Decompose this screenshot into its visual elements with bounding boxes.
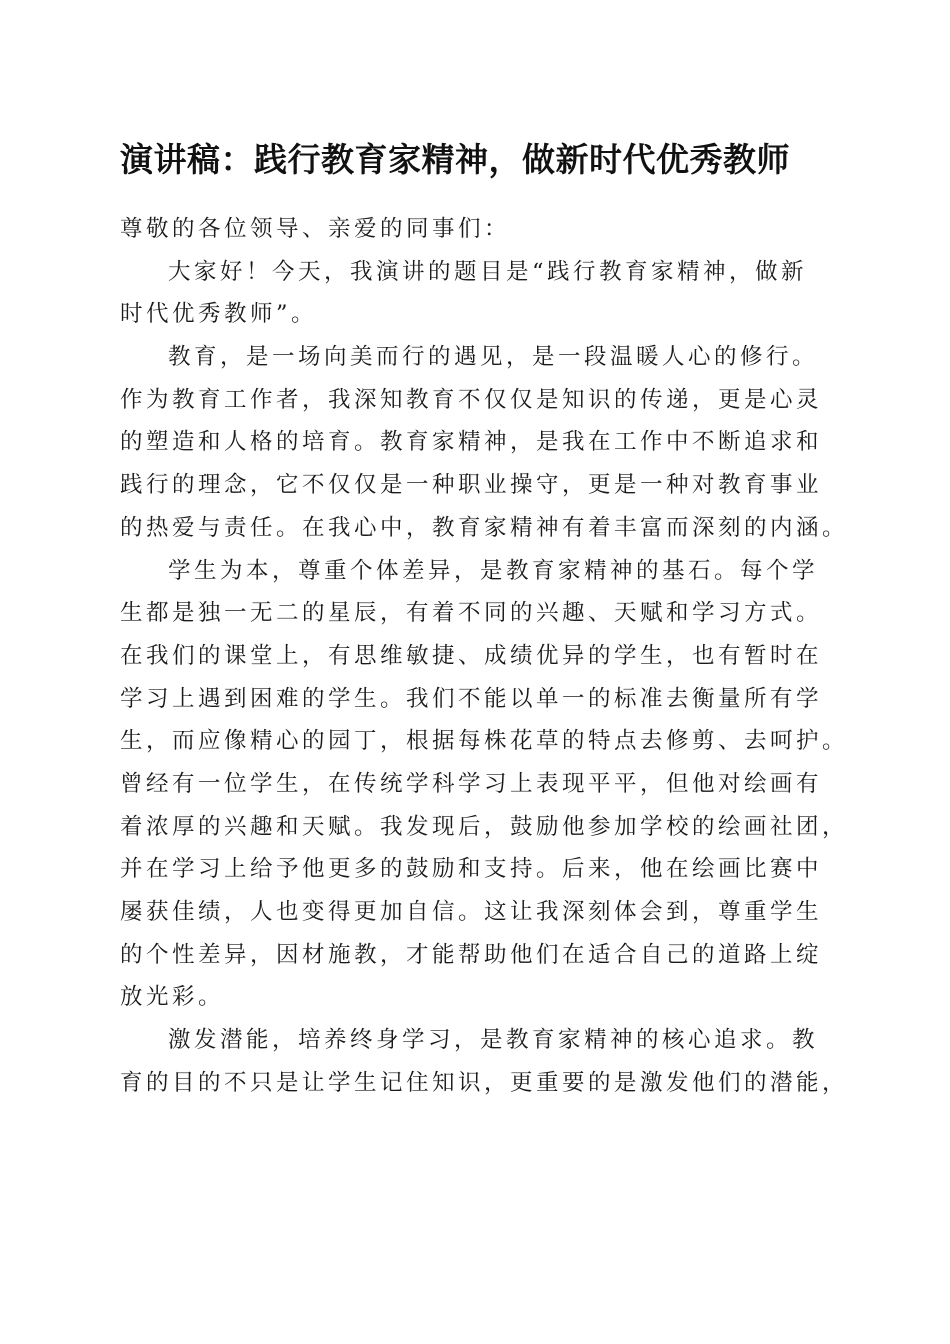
paragraph-4-line-1: 激发潜能，培养终身学习，是教育家精神的核心追求。教	[168, 1027, 819, 1054]
paragraph-2-line-3: 的塑造和人格的培育。教育家精神，是我在工作中不断追求和	[120, 429, 823, 456]
paragraph-3-line-11: 放光彩。	[120, 984, 225, 1011]
paragraph-3-line-8: 并在学习上给予他更多的鼓励和支持。后来，他在绘画比赛中	[120, 856, 823, 883]
salutation-line: 尊敬的各位领导、亲爱的同事们：	[120, 216, 511, 242]
paragraph-3-line-2: 生都是独一无二的星辰，有着不同的兴趣、天赋和学习方式。	[120, 600, 823, 627]
paragraph-1-line-1: 大家好！今天，我演讲的题目是“践行教育家精神，做新	[168, 258, 808, 285]
document-body	[120, 208, 849, 1104]
paragraph-3-line-5: 生，而应像精心的园丁，根据每株花草的特点去修剪、去呵护。	[120, 728, 849, 755]
paragraph-2-line-1: 教育，是一场向美而行的遇见，是一段温暖人心的修行。	[168, 344, 819, 371]
paragraph-4-line-2: 育的目的不只是让学生记住知识，更重要的是激发他们的潜能，	[120, 1069, 849, 1096]
paragraph-3-line-3: 在我们的课堂上，有思维敏捷、成绩优异的学生，也有暂时在	[120, 642, 823, 669]
paragraph-1-line-2: 时代优秀教师”。	[120, 301, 318, 328]
paragraph-3-line-4: 学习上遇到困难的学生。我们不能以单一的标准去衡量所有学	[120, 685, 823, 712]
paragraph-3-line-6: 曾经有一位学生，在传统学科学习上表现平平，但他对绘画有	[120, 770, 823, 797]
document-title: 演讲稿：践行教育家精神，做新时代优秀教师	[120, 140, 790, 179]
paragraph-3-line-1: 学生为本，尊重个体差异，是教育家精神的基石。每个学	[168, 557, 819, 584]
paragraph-2-line-5: 的热爱与责任。在我心中，教育家精神有着丰富而深刻的内涵。	[120, 514, 849, 541]
paragraph-3-line-7: 着浓厚的兴趣和天赋。我发现后，鼓励他参加学校的绘画社团，	[120, 813, 849, 840]
paragraph-3-line-10: 的个性差异，因材施教，才能帮助他们在适合自己的道路上绽	[120, 941, 823, 968]
paragraph-3-line-9: 屡获佳绩，人也变得更加自信。这让我深刻体会到，尊重学生	[120, 899, 823, 925]
paragraph-2-line-4: 践行的理念，它不仅仅是一种职业操守，更是一种对教育事业	[120, 472, 823, 499]
paragraph-2-line-2: 作为教育工作者，我深知教育不仅仅是知识的传递，更是心灵	[120, 386, 823, 413]
